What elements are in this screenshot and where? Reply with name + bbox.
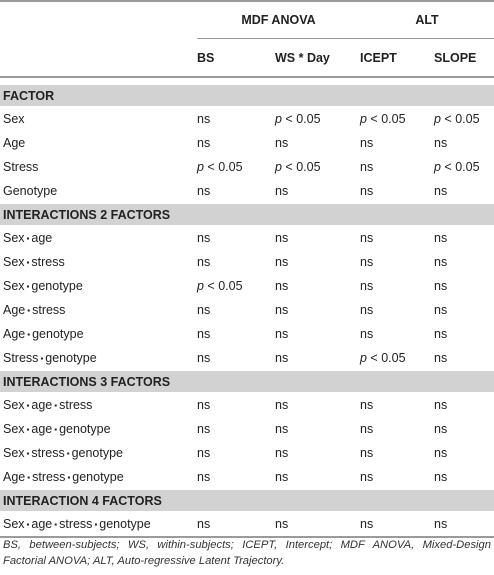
row-label: Age	[3, 136, 26, 150]
table-cell: ns	[197, 422, 211, 436]
table-cell: ns	[197, 184, 211, 198]
table-cell: ns	[360, 512, 434, 538]
table-cell: ns	[434, 327, 448, 341]
interaction-dot: ▪	[54, 520, 58, 530]
table-cell: ns	[275, 351, 289, 365]
table-row	[0, 131, 494, 155]
column-header-bs: BS	[197, 39, 275, 78]
table-cell: ns	[434, 512, 494, 538]
table-cell: p < 0.05	[275, 112, 321, 126]
row-label: Sex	[3, 112, 25, 126]
interaction-dot: ▪	[27, 306, 31, 316]
table-row	[0, 179, 494, 204]
header-empty-cell	[0, 39, 197, 78]
header-group-alt: ALT	[360, 1, 494, 39]
interaction-dot: ▪	[40, 354, 44, 364]
table-cell: ns	[434, 446, 448, 460]
column-header-ws-day: WS * Day	[275, 39, 360, 78]
table-cell: p < 0.05	[360, 351, 406, 365]
table-cell: ns	[197, 327, 211, 341]
table-cell: ns	[197, 112, 211, 126]
interaction-dot: ▪	[54, 401, 58, 411]
table-row	[0, 226, 494, 251]
table-cell: ns	[434, 231, 448, 245]
table-cell: ns	[197, 255, 211, 269]
table-cell: ns	[434, 422, 448, 436]
table-cell: ns	[360, 279, 374, 293]
table-cell: ns	[197, 136, 211, 150]
table-cell: ns	[434, 136, 448, 150]
table-cell: ns	[197, 231, 211, 245]
table-cell: p < 0.05	[434, 112, 480, 126]
interaction-dot: ▪	[54, 425, 58, 435]
table-cell: ns	[275, 398, 289, 412]
row-label: Age ▪ stress ▪ genotype	[3, 470, 124, 484]
table-cell: ns	[275, 470, 289, 484]
interaction-dot: ▪	[27, 473, 31, 483]
section-header: INTERACTIONS 3 FACTORS	[0, 371, 494, 393]
table-cell: ns	[275, 184, 289, 198]
table-cell: ns	[275, 422, 289, 436]
section-header: INTERACTIONS 2 FACTORS	[0, 204, 494, 226]
interaction-dot: ▪	[26, 520, 30, 530]
table-cell: ns	[360, 303, 374, 317]
table-cell: ns	[360, 470, 374, 484]
row-label: Sex ▪ age ▪ stress ▪ genotype	[0, 512, 197, 538]
table-row	[0, 512, 494, 538]
table-cell: ns	[360, 398, 374, 412]
table-cell: ns	[197, 303, 211, 317]
interaction-dot: ▪	[26, 258, 30, 268]
interaction-dot: ▪	[26, 425, 30, 435]
table-cell: ns	[434, 279, 448, 293]
table-cell: ns	[275, 446, 289, 460]
interaction-dot: ▪	[26, 234, 30, 244]
table-cell: ns	[197, 446, 211, 460]
interaction-dot: ▪	[26, 282, 30, 292]
row-label: Stress ▪ genotype	[3, 351, 97, 365]
table-cell: ns	[275, 327, 289, 341]
table-cell: p < 0.05	[360, 112, 406, 126]
table-cell: ns	[434, 255, 448, 269]
table-cell: ns	[275, 303, 289, 317]
table-row	[0, 107, 494, 132]
interaction-dot: ▪	[26, 449, 30, 459]
header-empty-cell	[0, 1, 197, 39]
table-footnote: BS, between-subjects; WS, within-subjects; ICEPT, Intercept; MDF ANOVA, Mixed-Design Factorial ANOVA; ALT, Auto-regressive Latent Trajectory.	[3, 539, 491, 567]
table-cell: p < 0.05	[197, 279, 243, 293]
table-cell: ns	[275, 512, 360, 538]
row-label: Age ▪ stress	[3, 303, 66, 317]
table-cell: p < 0.05	[197, 160, 243, 174]
row-label: Sex ▪ stress ▪ genotype	[3, 446, 124, 460]
interaction-dot: ▪	[27, 330, 31, 340]
header-gap	[0, 77, 494, 85]
table-row	[0, 322, 494, 346]
table-row	[0, 441, 494, 465]
table-cell: ns	[434, 351, 448, 365]
table-cell: ns	[360, 446, 374, 460]
table-cell: ns	[360, 327, 374, 341]
table-header	[0, 1, 494, 85]
interaction-dot: ▪	[66, 449, 70, 459]
table-cell: ns	[434, 398, 448, 412]
table-row	[0, 274, 494, 298]
table-cell: ns	[434, 184, 448, 198]
table-row	[0, 393, 494, 418]
table-cell: ns	[434, 303, 448, 317]
table-cell: ns	[197, 398, 211, 412]
column-header-icept: ICEPT	[360, 39, 434, 78]
header-group-mdf-anova: MDF ANOVA	[197, 1, 360, 39]
table-row	[0, 465, 494, 490]
table-row	[0, 298, 494, 322]
table-cell: ns	[275, 279, 289, 293]
table-body	[0, 85, 494, 538]
row-label: Sex ▪ age ▪ genotype	[3, 422, 111, 436]
table-row	[0, 250, 494, 274]
section-header: INTERACTION 4 FACTORS	[0, 490, 494, 512]
table-cell: ns	[275, 231, 289, 245]
table-cell: ns	[197, 351, 211, 365]
row-label: Sex ▪ stress	[3, 255, 65, 269]
table-cell: ns	[360, 255, 374, 269]
row-label: Genotype	[3, 184, 58, 198]
column-header-slope: SLOPE	[434, 39, 494, 78]
table-cell: ns	[360, 136, 374, 150]
interaction-dot: ▪	[67, 473, 71, 483]
interaction-dot: ▪	[26, 401, 30, 411]
table-cell: ns	[434, 470, 448, 484]
interaction-dot: ▪	[94, 520, 98, 530]
table-cell: p < 0.05	[434, 160, 480, 174]
row-label: Stress	[3, 160, 39, 174]
table-cell: ns	[197, 470, 211, 484]
table-cell: ns	[360, 422, 374, 436]
table-cell: ns	[275, 255, 289, 269]
table-row	[0, 346, 494, 371]
table-cell: ns	[197, 512, 275, 538]
table-cell: ns	[360, 231, 374, 245]
table-cell: ns	[275, 136, 289, 150]
table-cell: ns	[360, 160, 374, 174]
table-cell: p < 0.05	[275, 160, 321, 174]
table-row	[0, 155, 494, 179]
row-label: Sex ▪ genotype	[3, 279, 83, 293]
row-label: Sex ▪ age	[3, 231, 53, 245]
row-label: Age ▪ genotype	[3, 327, 84, 341]
table-cell: ns	[360, 184, 374, 198]
section-header: FACTOR	[0, 85, 494, 107]
table-row	[0, 417, 494, 441]
row-label: Sex ▪ age ▪ stress	[3, 398, 93, 412]
